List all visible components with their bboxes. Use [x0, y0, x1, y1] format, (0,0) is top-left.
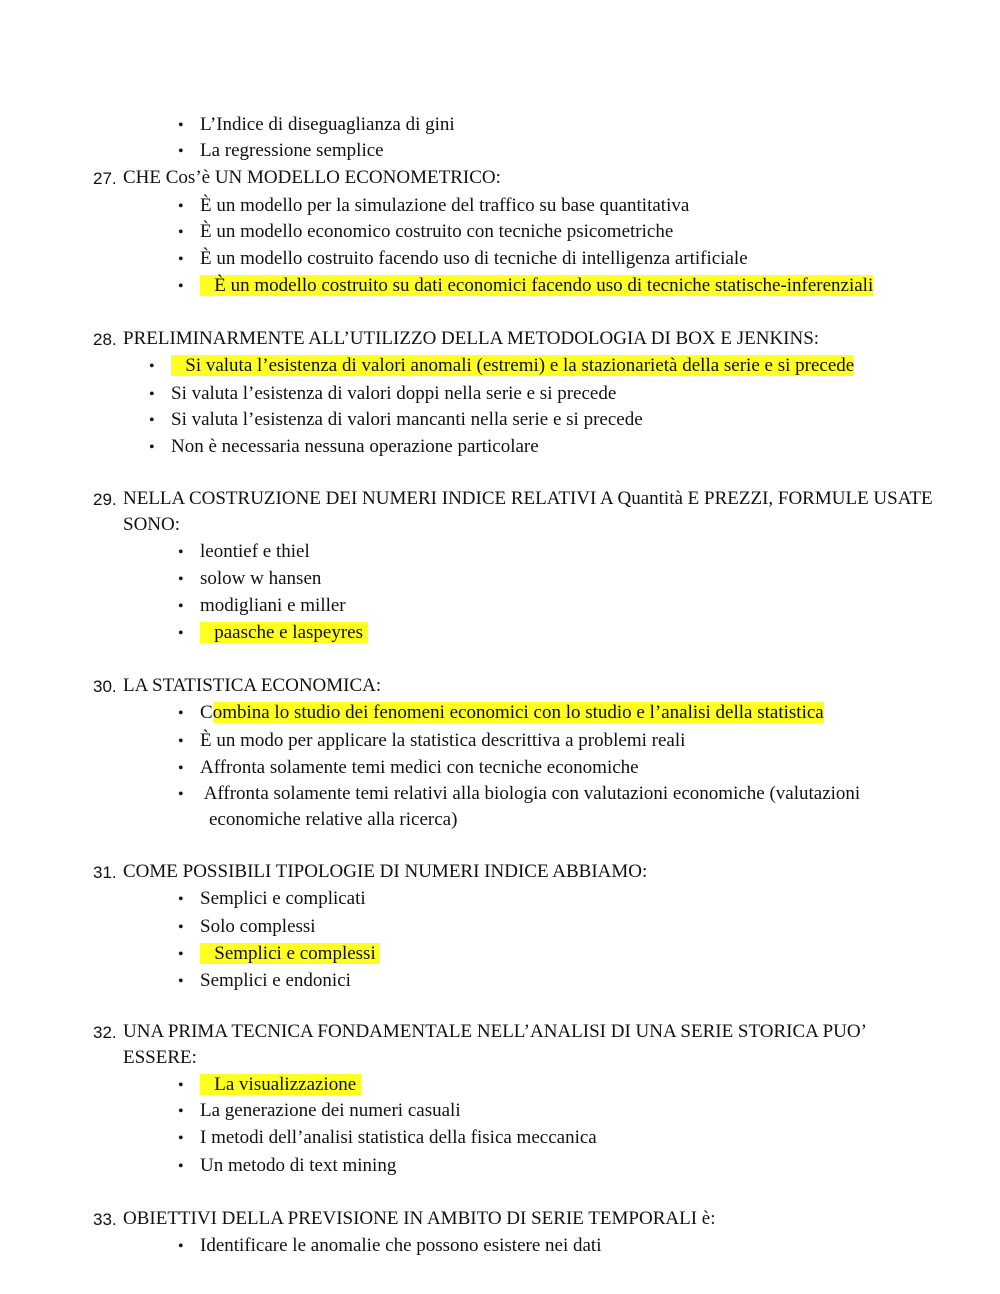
highlighted-answer: Semplici e complessi [200, 943, 381, 964]
highlighted-answer: Si valuta l’esistenza di valori anomali (estremi) e la stazionarietà della serie e si precede [171, 355, 855, 376]
question-number: 28. [93, 330, 117, 349]
bullet-icon: • [178, 1158, 184, 1175]
bullet-icon: • [178, 733, 184, 750]
option-text [200, 728, 685, 754]
bullet-icon: • [178, 919, 184, 936]
option-label: Si valuta l’esistenza di valori doppi nella serie e si precede [171, 383, 617, 404]
bullet-icon: • [178, 117, 184, 134]
option-text [200, 593, 346, 619]
bullet-icon: • [178, 198, 184, 215]
option-text [171, 407, 643, 433]
option-label: È un modello per la simulazione del traffico su base quantitativa [200, 195, 690, 216]
question-text: OBIETTIVI DELLA PREVISIONE IN AMBITO DI SERIE TEMPORALI è: [123, 1208, 716, 1229]
option-label: Si valuta l’esistenza di valori mancanti nella serie e si precede [171, 409, 643, 430]
option-text [200, 566, 321, 592]
question-text: LA STATISTICA ECONOMICA: [123, 675, 382, 696]
option-text [200, 1233, 601, 1259]
bullet-icon: • [178, 544, 184, 561]
question-text: COME POSSIBILI TIPOLOGIE DI NUMERI INDICE ABBIAMO: [123, 861, 648, 882]
bullet-icon: • [178, 705, 184, 722]
option-label: Identificare le anomalie che possono esistere nei dati [200, 1235, 602, 1256]
option-label: La generazione dei numeri casuali [200, 1100, 461, 1121]
highlighted-answer: È un modello costruito su dati economici facendo uso di tecniche statische-inferenziali [200, 275, 874, 296]
bullet-icon: • [178, 786, 184, 803]
option-text [200, 700, 824, 726]
option-text [200, 755, 639, 781]
bullet-icon: • [149, 439, 155, 456]
bullet-icon: • [178, 598, 184, 615]
option-text [200, 1098, 461, 1124]
question-text: PRELIMINARMENTE ALL’UTILIZZO DELLA METODOLOGIA DI BOX E JENKINS: [123, 328, 820, 349]
option-text [200, 968, 351, 994]
option-label: solow w hansen [200, 568, 322, 589]
bullet-icon: • [178, 278, 184, 295]
highlighted-answer: paasche e laspeyres [200, 622, 368, 643]
question-text: CHE Cos’è UN MODELLO ECONOMETRICO: [123, 167, 501, 188]
option-label: Affronta solamente temi medici con tecniche economiche [200, 757, 639, 778]
question-text: SONO: [123, 514, 181, 535]
bullet-icon: • [178, 891, 184, 908]
option-text [200, 1072, 361, 1098]
highlighted-answer: La visualizzazione [200, 1074, 361, 1095]
option-text [200, 1153, 396, 1179]
option-label: È un modello costruito facendo uso di tecniche di intelligenza artificiale [200, 248, 748, 269]
option-text: L’Indice di diseguaglianza di gini [200, 114, 455, 135]
bullet-icon: • [178, 1238, 184, 1255]
option-label: Semplici e complicati [200, 888, 366, 909]
bullet-icon: • [178, 251, 184, 268]
bullet-icon: • [178, 1130, 184, 1147]
bullet-icon: • [178, 760, 184, 777]
option-text [200, 941, 380, 967]
option-label: modigliani e miller [200, 595, 346, 616]
option-text [200, 273, 873, 299]
option-label: Solo complessi [200, 916, 316, 937]
bullet-icon: • [178, 973, 184, 990]
bullet-icon: • [178, 224, 184, 241]
option-text [200, 246, 748, 272]
option-text [200, 781, 860, 807]
question-number: 31. [93, 863, 117, 882]
question-number: 30. [93, 677, 117, 696]
option-label: Affronta solamente temi relativi alla biologia con valutazioni economiche (valutazioni [200, 783, 861, 804]
option-label: È un modello economico costruito con tecniche psicometriche [200, 221, 674, 242]
question-number: 32. [93, 1023, 117, 1042]
option-label: Semplici e endonici [200, 970, 351, 991]
bullet-icon: • [178, 571, 184, 588]
question-number: 29. [93, 490, 117, 509]
option-label: Non è necessaria nessuna operazione particolare [171, 436, 539, 457]
option-label: Un metodo di text mining [200, 1155, 397, 1176]
option-text [200, 914, 316, 940]
option-text [200, 620, 368, 646]
bullet-icon: • [178, 625, 184, 642]
question-text: ESSERE: [123, 1047, 197, 1068]
option-text [171, 381, 616, 407]
option-label: leontief e thiel [200, 541, 310, 562]
option-text [200, 886, 366, 912]
option-continuation: economiche relative alla ricerca) [209, 809, 458, 830]
highlighted-answer: ombina lo studio dei fenomeni economici con lo studio e l’analisi della statistica [212, 702, 824, 723]
question-number: 27. [93, 169, 117, 188]
bullet-icon: • [149, 412, 155, 429]
option-text [200, 193, 689, 219]
bullet-icon: • [178, 1077, 184, 1094]
bullet-icon: • [178, 1103, 184, 1120]
option-label: È un modo per applicare la statistica descrittiva a problemi reali [200, 730, 686, 751]
option-text [171, 353, 854, 379]
question-number: 33. [93, 1210, 117, 1229]
question-text: UNA PRIMA TECNICA FONDAMENTALE NELL’ANALISI DI UNA SERIE STORICA PUO’ [123, 1021, 867, 1042]
bullet-icon: • [149, 386, 155, 403]
option-text [200, 219, 673, 245]
question-text: NELLA COSTRUZIONE DEI NUMERI INDICE RELATIVI A Quantità E PREZZI, FORMULE USATE [123, 488, 933, 509]
option-text [171, 434, 539, 460]
option-text [200, 1125, 597, 1151]
option-prefix: C [200, 702, 213, 723]
option-text [200, 539, 310, 565]
option-label: I metodi dell’analisi statistica della fisica meccanica [200, 1127, 597, 1148]
bullet-icon: • [178, 143, 184, 160]
bullet-icon: • [149, 358, 155, 375]
option-text: La regressione semplice [200, 140, 384, 161]
bullet-icon: • [178, 946, 184, 963]
